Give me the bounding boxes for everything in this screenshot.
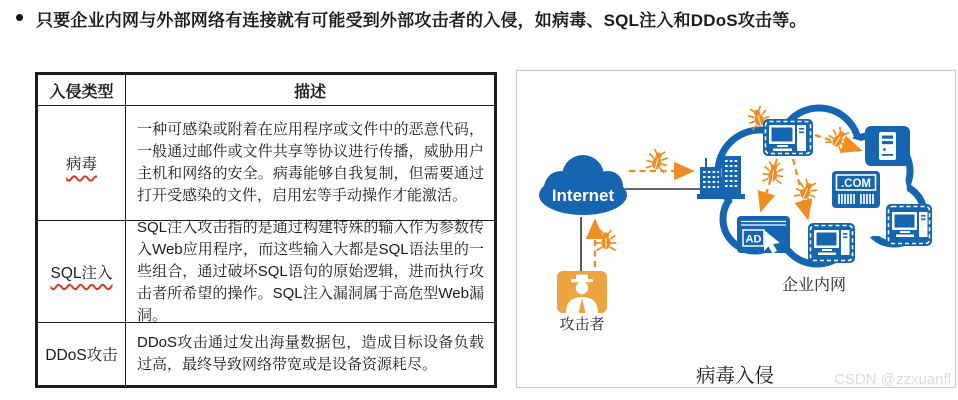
bug-icon: [645, 148, 670, 173]
dotcom-tile: [832, 171, 880, 208]
row-desc-virus: 一种可感染或附着在应用程序或文件中的恶意代码，一般通过邮件或文件共享等协议进行传播，威胁用户主机和网络的安全。病毒能够自我复制，但需要通过打开受感染的文件，启用宏等手动操作才能激活。: [137, 121, 484, 204]
header-description: 描述: [293, 83, 326, 101]
row-type-sql-injection: SQL注入: [50, 264, 113, 282]
bug-icon: [596, 230, 617, 251]
table-row: [38, 106, 494, 221]
virus-intrusion-diagram: [517, 71, 955, 387]
dotcom-label: .COM: [840, 178, 872, 190]
watermark: CSDN @zzxuanfl: [834, 371, 951, 387]
table-header-row: [38, 75, 494, 106]
diagram-panel: [516, 70, 956, 388]
computer-tile-infected: [763, 119, 813, 156]
row-type-ddos: DDoS攻击: [45, 347, 118, 364]
row-desc-sql-injection: SQL注入攻击指的是通过构建特殊的输入作为参数传入Web应用程序，而这些输入大都是SQL语法里的一些组合，通过破坏SQL语句的原始逻辑，进而执行攻击者所希望的操作。SQL注入漏洞属于高危型Web漏洞。: [137, 218, 484, 324]
attacker-icon: [557, 271, 607, 313]
bullet-dot: [16, 14, 23, 21]
row-desc-ddos: DDoS攻击通过发出海量数据包，造成目标设备负载过高，最终导致网络带宽或是设备资源耗尽。: [137, 334, 484, 373]
computer-tile: [886, 204, 932, 246]
table-row: [38, 218, 494, 324]
ad-label: AD: [745, 233, 762, 246]
intranet-label: 企业内网: [781, 277, 847, 294]
intrusion-table: [35, 72, 497, 388]
internet-cloud: [539, 155, 627, 215]
header-intrusion-type: 入侵类型: [38, 75, 126, 105]
row-type-virus: 病毒: [65, 156, 97, 173]
table-row: [38, 323, 494, 385]
page-title: 只要企业内网与外部网络有连接就有可能受到外部攻击者的入侵，如病毒、SQL注入和DDoS攻击等。: [36, 11, 807, 30]
attacker-label: 攻击者: [559, 316, 605, 333]
server-tile: [865, 126, 910, 166]
internet-label: Internet: [551, 186, 615, 205]
diagram-caption: 病毒入侵: [695, 365, 775, 387]
computer-tile: [808, 223, 855, 263]
ad-browser-tile: [737, 216, 790, 254]
